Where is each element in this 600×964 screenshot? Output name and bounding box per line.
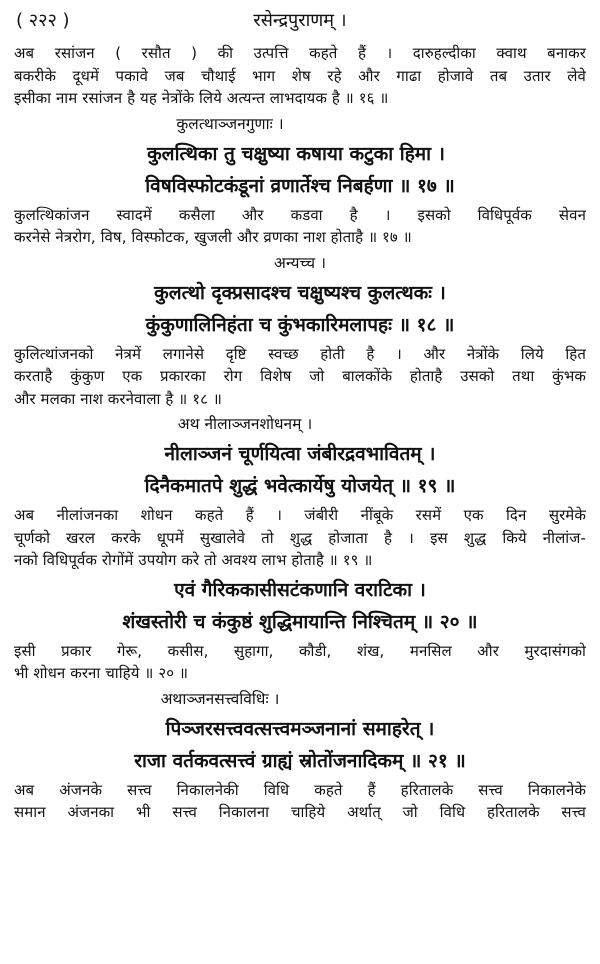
text-line: कुलत्थिकांजन स्वादमें कसैला और कडवा है । इसको विधिपूर्वक सेवन — [14, 205, 586, 224]
verse-line: शंखस्तोरी च कंकुष्ठं शुद्धिमायान्ति निश्चितम् ॥ २० ॥ — [122, 610, 478, 633]
running-title: रसेन्द्रपुराणम् । — [253, 10, 347, 31]
verse-line: राजा वर्तकवत्सत्त्वं ग्राह्यं स्रोतोंजनादिकम् ॥ २१ ॥ — [134, 749, 466, 772]
sanskrit-verse — [14, 277, 586, 341]
text-line: और मलका नाश करनेवाला है ॥ १८ ॥ — [14, 389, 223, 408]
sanskrit-verse — [14, 574, 586, 638]
section-heading: कुलत्थाञ्जनगुणाः । — [176, 114, 284, 133]
verse-line: दिनैकमातपे शुद्धं भवेत्कार्येषु योजयेत् ॥ १९ ॥ — [144, 475, 456, 497]
section-heading: अथाञ्जनसत्त्वविधिः । — [160, 689, 280, 708]
page-number: ( २२२ ) — [16, 10, 70, 31]
text-line: बकरीके दूधमें पकावे जब चौथाई भाग शेष रहे और गाढा होजावे तब उतार लेवे — [14, 66, 586, 85]
prose-paragraph — [14, 42, 586, 110]
verse-line: विषविस्फोटकंडूनां व्रणार्तेश्च निबर्हणा ॥ १७ ॥ — [145, 174, 455, 197]
sanskrit-verse — [14, 438, 586, 502]
verse-line: कुंकुणालिनिहंता च कुंभकारिमलापहः ॥ १८ ॥ — [145, 313, 455, 336]
verse-line: कुलत्थिका तु चक्षुष्या कषाया कटुका हिमा । — [147, 142, 445, 165]
page-header — [14, 8, 586, 40]
verse-line: कुलत्थो दृक्प्रसादश्च चक्षुष्यश्च कुलत्थकः । — [154, 281, 446, 304]
text-line: अब अंजनके सत्त्व निकालनेकी विधि कहते हैं हरितालके सत्त्व निकालनेके — [14, 780, 586, 799]
text-line: इसी प्रकार गेरू, कसीस, सुहागा, कौडी, शंख, मनसिल और मुरदासंगको — [14, 641, 586, 660]
prose-paragraph — [14, 779, 586, 824]
text-line: करनेसे नेत्ररोग, विष, विस्फोटक, खुजली और व्रणका नाश होताहै ॥ १७ ॥ — [14, 228, 412, 246]
text-line: चूर्णको खरल करके धूपमें सुखालेवे तो शुद्ध होजाता है । इस शुद्ध किये नीलांज- — [14, 528, 586, 547]
prose-paragraph — [14, 204, 586, 249]
verse-line: नीलाञ्जनं चूर्णयित्वा जंबीरद्रवभावितम् । — [164, 443, 436, 465]
prose-paragraph — [14, 504, 586, 572]
prose-paragraph — [14, 343, 586, 411]
text-line: समान अंजनका भी सत्त्व निकालना चाहिये अर्थात् जो विधि हरितालके सत्त्व — [14, 803, 586, 821]
text-line: कुलित्थांजनको नेत्रमें लगानेसे दृष्टि स्वच्छ होती है । और नेत्रोंके लिये हित — [14, 344, 586, 363]
prose-paragraph — [14, 640, 586, 685]
text-line: भी शोधन करना चाहिये ॥ २० ॥ — [14, 664, 189, 682]
text-line: इसीका नाम रसांजन है यह नेत्रोंके लिये अत्यन्त लाभदायक है ॥ १६ ॥ — [14, 89, 389, 107]
verse-line: पिञ्जरसत्त्ववत्सत्त्वमञ्जनानां समाहरेत् । — [165, 717, 435, 740]
text-line: नको विधिपूर्वक रोगोंमें उपयोग करे तो अवश्य लाभ होताहै ॥ १९ ॥ — [14, 551, 373, 569]
text-line: अब नीलांजनका शोधन कहते हैं । जंबीरी नींबूके रसमें एक दिन सुरमेके — [14, 506, 586, 524]
text-line: अब रसांजन ( रसौत ) की उत्पत्ति कहते हैं । दारुहल्दीका क्वाथ बनाकर — [14, 44, 586, 62]
sanskrit-verse — [14, 138, 586, 202]
verse-line: एवं गैरिककासीसटंकणानि वराटिका । — [174, 578, 426, 601]
section-heading: अन्यच्च । — [274, 253, 326, 272]
section-heading: अथ नीलाञ्जनशोधनम् । — [177, 415, 313, 433]
sanskrit-verse — [14, 713, 586, 777]
text-line: करताहै कुंकुण एक प्रकारका रोग विशेष जो बालकोंके होताहै उसको तथा कुंभक — [14, 367, 586, 385]
